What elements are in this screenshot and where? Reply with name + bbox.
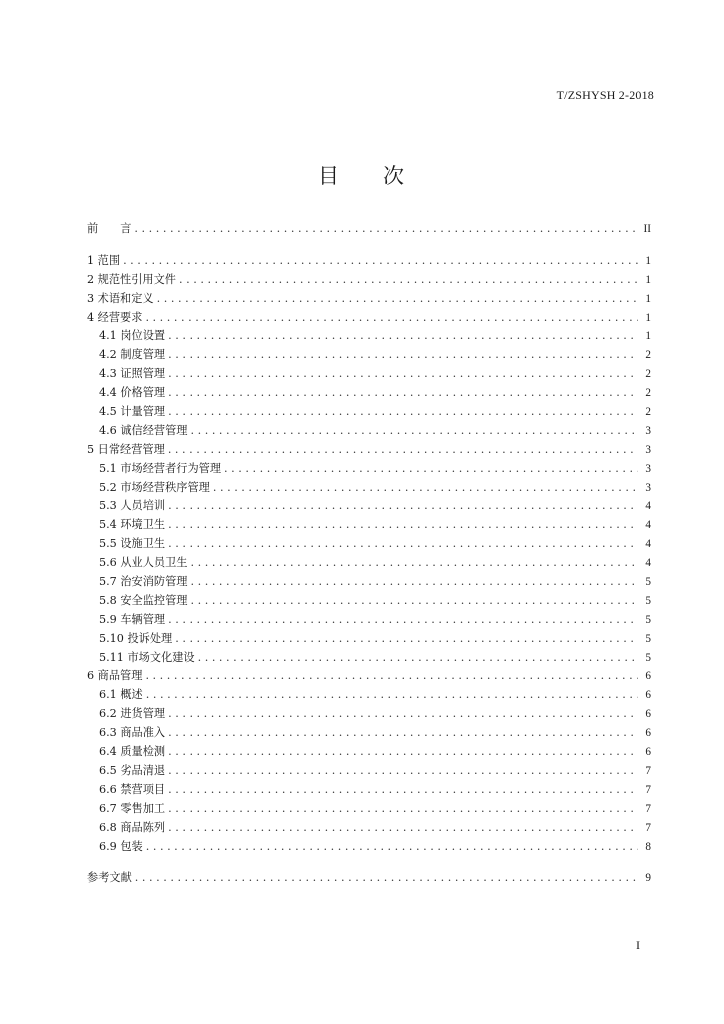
table-of-contents (87, 220, 651, 888)
toc-entry[interactable] (87, 630, 651, 649)
toc-entry-label: 6.7 零售加工 (99, 801, 166, 815)
dot-leader (175, 632, 638, 645)
toc-entry-label: 前 言 (87, 222, 132, 235)
dot-leader (146, 840, 638, 853)
toc-entry-label: 5.3 人员培训 (99, 499, 166, 513)
toc-entry-label: 2 规范性引用文件 (87, 272, 176, 286)
dot-leader (168, 745, 638, 758)
toc-entry-label: 4.2 制度管理 (99, 348, 166, 362)
toc-entry[interactable] (87, 781, 651, 800)
toc-entry-page: 1 (645, 254, 651, 267)
toc-entry-label: 5.9 车辆管理 (99, 612, 166, 626)
toc-entry-page: 2 (645, 368, 651, 381)
toc-entry[interactable] (87, 422, 651, 441)
toc-entry[interactable] (87, 365, 651, 384)
toc-entry-page: 5 (645, 632, 651, 645)
toc-entry-page: 6 (645, 727, 651, 740)
dot-leader (168, 443, 638, 456)
toc-entry[interactable] (87, 441, 651, 460)
dot-leader (168, 783, 638, 796)
toc-entry-page: 5 (645, 613, 651, 626)
toc-entry-label: 6.9 包装 (99, 839, 143, 853)
toc-entry-label: 4.3 证照管理 (99, 367, 166, 381)
toc-entry-page: 2 (645, 349, 651, 362)
dot-leader (168, 367, 638, 380)
toc-entry[interactable] (87, 667, 651, 686)
toc-entry-label: 6.8 商品陈列 (99, 820, 166, 834)
dot-leader (168, 405, 638, 418)
toc-entry-label: 6.4 质量检测 (99, 745, 166, 759)
dot-leader (168, 329, 638, 342)
toc-entry-label: 6.3 商品准入 (99, 726, 166, 740)
toc-entry[interactable] (87, 554, 651, 573)
dot-leader (213, 481, 638, 494)
toc-entry[interactable] (87, 309, 651, 328)
dot-leader (168, 518, 638, 531)
toc-entry-label: 5.2 市场经营秩序管理 (99, 480, 210, 494)
toc-entry-label: 4.6 诚信经营管理 (99, 423, 188, 437)
toc-entry-label: 6 商品管理 (87, 669, 143, 683)
toc-entry-references[interactable] (87, 869, 651, 888)
dot-leader (145, 669, 638, 682)
toc-entry-label: 5.11 市场文化建设 (99, 650, 195, 664)
toc-entry-label: 1 范围 (87, 253, 121, 267)
toc-entry[interactable] (87, 327, 651, 346)
toc-entry-label: 4.1 岗位设置 (99, 329, 166, 343)
toc-entry[interactable] (87, 573, 651, 592)
toc-entry-page: 4 (645, 519, 651, 532)
toc-entry[interactable] (87, 535, 651, 554)
toc-entry-page: 5 (645, 651, 651, 664)
dot-leader (168, 348, 638, 361)
toc-entry-page: 5 (645, 594, 651, 607)
toc-entry[interactable] (87, 479, 651, 498)
toc-entry[interactable] (87, 838, 651, 857)
toc-entry-label: 6.5 劣品清退 (99, 763, 166, 777)
toc-entry-label: 5.7 治安消防管理 (99, 575, 188, 589)
toc-entry-page: 2 (645, 406, 651, 419)
dot-leader (145, 311, 638, 324)
dot-leader (168, 386, 638, 399)
toc-entry[interactable] (87, 649, 651, 668)
toc-entry[interactable] (87, 762, 651, 781)
toc-entry-label: 5.8 安全监控管理 (99, 593, 188, 607)
toc-entry-page: 1 (645, 273, 651, 286)
toc-entry-label: 4.5 计量管理 (99, 405, 166, 419)
toc-entry-label: 参考文献 (87, 871, 132, 885)
toc-entry[interactable] (87, 705, 651, 724)
toc-entry-label: 5.10 投诉处理 (99, 631, 173, 645)
toc-entry-label: 4 经营要求 (87, 310, 143, 324)
toc-entry-page: 2 (645, 387, 651, 400)
dot-leader (190, 575, 638, 588)
toc-entry-page: 6 (645, 670, 651, 683)
toc-entry-page: 9 (645, 872, 651, 885)
dot-leader (168, 802, 638, 815)
dot-leader (190, 556, 638, 569)
dot-leader (179, 273, 638, 286)
toc-title (0, 160, 724, 190)
toc-entry[interactable] (87, 686, 651, 705)
toc-entry-page: 3 (645, 443, 651, 456)
toc-entry-page: 8 (645, 840, 651, 853)
toc-entry[interactable] (87, 516, 651, 535)
toc-entry-page: 3 (645, 462, 651, 475)
toc-entry-label: 5.5 设施卫生 (99, 537, 166, 551)
dot-leader (198, 651, 638, 664)
toc-entry-page: 7 (645, 783, 651, 796)
toc-entry-page: 7 (645, 764, 651, 777)
toc-entry-preface[interactable] (87, 220, 651, 239)
dot-leader (190, 594, 638, 607)
toc-entries (87, 252, 651, 857)
toc-entry[interactable] (87, 290, 651, 309)
toc-entry-label: 6.6 禁营项目 (99, 782, 166, 796)
toc-entry[interactable] (87, 403, 651, 422)
document-code: T/ZSHYSH 2-2018 (556, 88, 654, 102)
toc-entry[interactable] (87, 592, 651, 611)
dot-leader (168, 821, 638, 834)
toc-entry[interactable] (87, 800, 651, 819)
dot-leader (224, 462, 638, 475)
toc-entry-label: 3 术语和定义 (87, 291, 154, 305)
toc-entry-label: 5.6 从业人员卫生 (99, 556, 188, 570)
toc-entry-page: 1 (645, 311, 651, 324)
toc-entry-page: 6 (645, 708, 651, 721)
toc-entry-label: 6.2 进货管理 (99, 707, 166, 721)
toc-entry[interactable] (87, 252, 651, 271)
toc-entry[interactable] (87, 346, 651, 365)
toc-entry-page: 7 (645, 802, 651, 815)
toc-entry[interactable] (87, 724, 651, 743)
toc-entry-page: 4 (645, 500, 651, 513)
dot-leader (168, 764, 638, 777)
toc-entry-page: 3 (645, 424, 651, 437)
toc-entry[interactable] (87, 271, 651, 290)
toc-entry-label: 5.4 环境卫生 (99, 518, 166, 532)
dot-leader (123, 254, 638, 267)
dot-leader (168, 537, 638, 550)
toc-entry-page: 1 (645, 330, 651, 343)
dot-leader (168, 726, 638, 739)
toc-entry-page: 6 (645, 689, 651, 702)
dot-leader (168, 499, 638, 512)
toc-entry-label: 5.1 市场经营者行为管理 (99, 461, 222, 475)
dot-leader (168, 707, 638, 720)
dot-leader (146, 688, 638, 701)
toc-entry-page: 6 (645, 746, 651, 759)
toc-title-left: 目 (318, 164, 341, 188)
toc-entry[interactable] (87, 819, 651, 838)
toc-entry-page: 3 (645, 481, 651, 494)
toc-entry-label: 6.1 概述 (99, 688, 143, 702)
toc-entry-page: 4 (645, 557, 651, 570)
toc-entry[interactable] (87, 497, 651, 516)
toc-entry[interactable] (87, 460, 651, 479)
dot-leader (168, 613, 638, 626)
dot-leader (134, 222, 638, 235)
page-number: I (636, 938, 640, 952)
dot-leader (190, 424, 638, 437)
toc-entry[interactable] (87, 743, 651, 762)
toc-entry[interactable] (87, 384, 651, 403)
dot-leader (135, 871, 638, 884)
toc-entry-label: 5 日常经营管理 (87, 442, 165, 456)
toc-entry-page: 7 (645, 821, 651, 834)
toc-entry-label: 4.4 价格管理 (99, 386, 166, 400)
toc-entry-page: 1 (645, 292, 651, 305)
toc-entry-page: 4 (645, 538, 651, 551)
toc-entry-page: 5 (645, 576, 651, 589)
toc-entry-page: II (643, 223, 651, 235)
toc-title-right: 次 (383, 164, 406, 188)
dot-leader (157, 292, 638, 305)
toc-entry[interactable] (87, 611, 651, 630)
